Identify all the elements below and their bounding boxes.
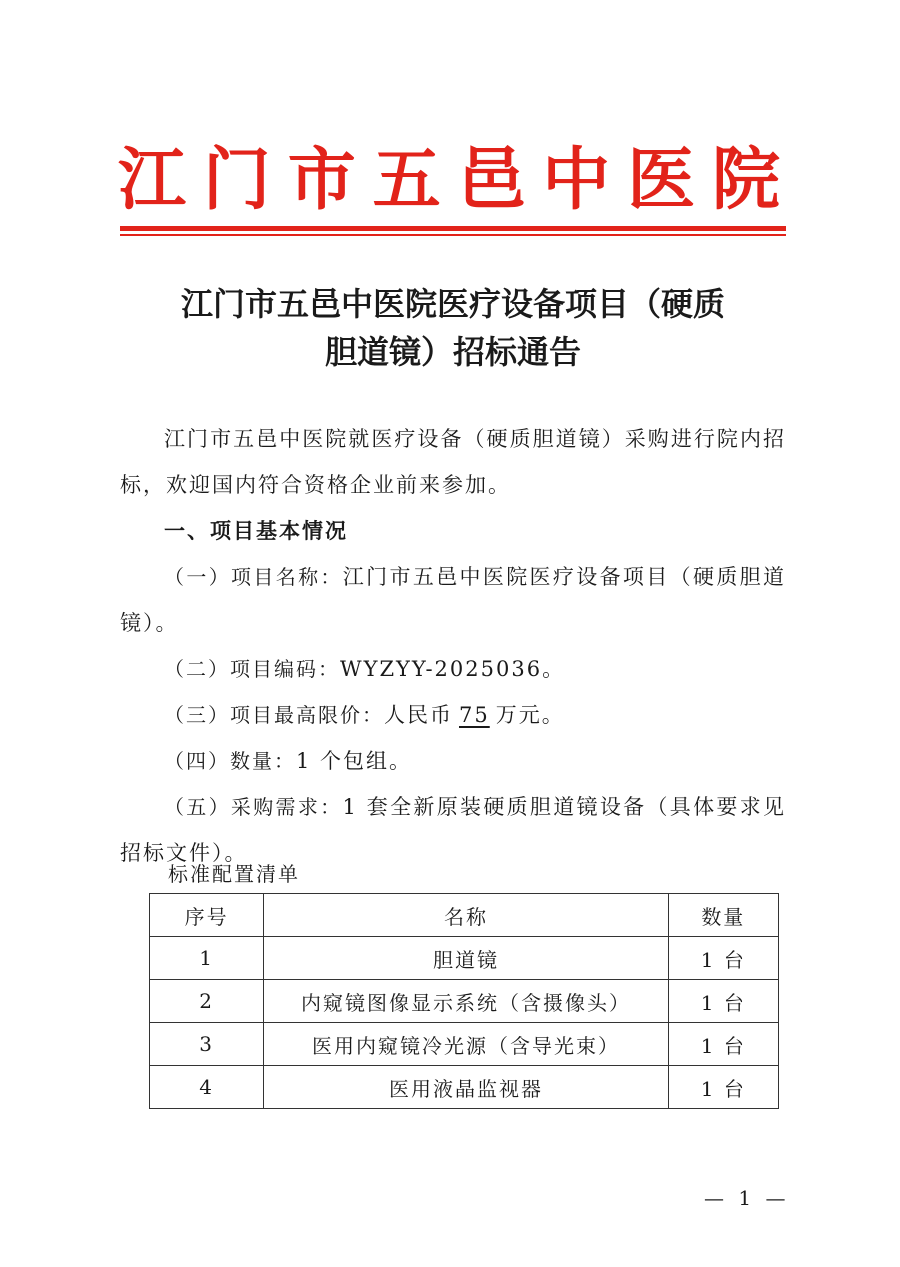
item-value-suffix: 万元。 [495, 703, 565, 727]
table-row [150, 1023, 779, 1066]
item-quantity [120, 738, 786, 784]
cell-index: 1 [150, 937, 264, 980]
cell-name: 医用液晶监视器 [264, 1066, 668, 1109]
header-rule-thin [120, 234, 786, 236]
header-rule-thick [120, 226, 786, 231]
org-name-header: 江门市五邑中医院 [118, 140, 786, 220]
item-max-price [120, 692, 786, 738]
cell-name: 胆道镜 [264, 937, 668, 980]
table-header-row [150, 894, 779, 937]
document-title-line2: 胆道镜）招标通告 [324, 333, 581, 371]
cell-name: 内窥镜图像显示系统（含摄像头） [264, 980, 668, 1023]
item-project-name [120, 554, 786, 646]
document-title-line1: 江门市五邑中医院医疗设备项目（硬质 [180, 285, 725, 323]
page-number: — 1 — [704, 1186, 790, 1210]
header-cell-name: 名称 [264, 894, 668, 937]
header-cell-quantity: 数量 [668, 894, 778, 937]
cell-index: 2 [150, 980, 264, 1023]
cell-index: 4 [150, 1066, 264, 1109]
body-text [120, 416, 786, 876]
cell-index: 3 [150, 1023, 264, 1066]
table-caption: 标准配置清单 [168, 862, 300, 886]
price-amount: 75 [459, 703, 490, 727]
item-value-prefix: 人民币 [384, 703, 453, 727]
item-label: （二）项目编码： [164, 657, 340, 681]
section-heading: 一、项目基本情况 [164, 518, 348, 543]
item-value: 江门市五邑中医院医疗设备项目（硬质胆道镜）。 [120, 565, 787, 635]
config-table [149, 893, 779, 1109]
cell-name: 医用内窥镜冷光源（含导光束） [264, 1023, 668, 1066]
cell-quantity: 1 台 [668, 980, 778, 1023]
table-row [150, 1066, 779, 1109]
intro-paragraph: 江门市五邑中医院就医疗设备（硬质胆道镜）采购进行院内招标，欢迎国内符合资格企业前来参加。 [120, 427, 786, 497]
item-project-code [120, 646, 786, 692]
cell-quantity: 1 台 [668, 937, 778, 980]
item-value: 1 个包组。 [296, 749, 413, 773]
item-label: （一）项目名称： [164, 565, 343, 589]
item-label: （三）项目最高限价： [164, 703, 384, 727]
table-row [150, 980, 779, 1023]
cell-quantity: 1 台 [668, 1023, 778, 1066]
table-row [150, 937, 779, 980]
header-cell-index: 序号 [150, 894, 264, 937]
item-value: WYZYY-2025036。 [340, 657, 566, 681]
item-value: 1 套全新原装硬质胆道镜设备（具体要求见招标文件）。 [120, 795, 786, 865]
item-label: （四）数量： [164, 749, 296, 773]
item-label: （五）采购需求： [164, 795, 343, 819]
document-title [120, 280, 786, 376]
cell-quantity: 1 台 [668, 1066, 778, 1109]
